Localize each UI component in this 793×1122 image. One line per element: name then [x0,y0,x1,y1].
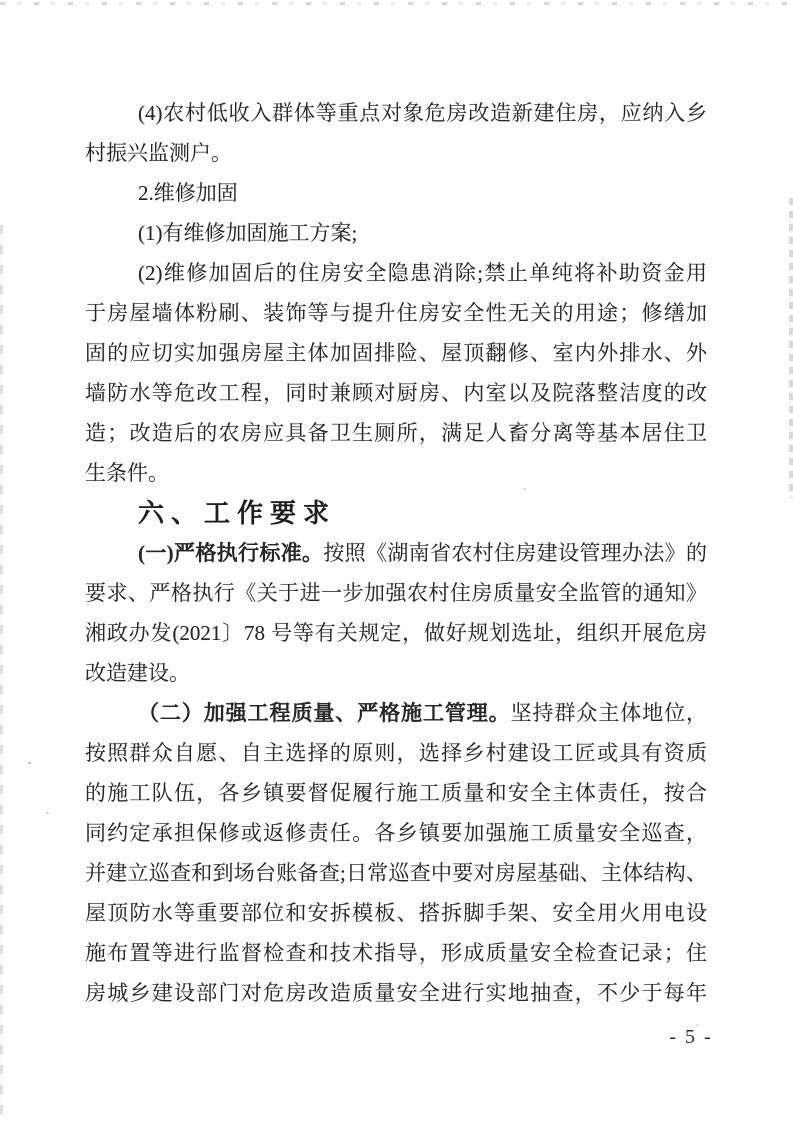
paragraph-line: 要求、严格执行《关于进一步加强农村住房质量安全监管的通知》 [85,581,707,605]
scan-artifact-top-edge [0,2,793,5]
scan-speckle [28,762,31,764]
paragraph-line [85,533,707,573]
paragraph-line: (1)有维修加固施工方案; [138,221,358,245]
paragraph-line: 按照群众自愿、自主选择的原则，选择乡村建设工匠或具有资质 [85,741,707,765]
line-emphasis: (一)严格执行标准。 [138,541,324,565]
paragraph-line: 湘政办发(2021〕78 号等有关规定，做好规划选址，组织开展危房 [85,621,707,645]
paragraph-line: (4)农村低收入群体等重点对象危房改造新建住房，应纳入乡 [138,101,707,125]
paragraph-line: 固的应切实加强房屋主体加固排险、屋顶翻修、室内外排水、外 [85,341,707,365]
paragraph-line: 施布置等进行监督检查和技术指导，形成质量安全检查记录；住 [85,941,707,965]
paragraph-line: 于房屋墙体粉刷、装饰等与提升住房安全性无关的用途；修缮加 [85,301,707,325]
scan-artifact-left-edge [0,225,3,1115]
paragraph-line: 屋顶防水等重要部位和安拆模板、搭拆脚手架、安全用火用电设 [85,901,707,925]
page-number: - 5 - [669,1026,713,1048]
paragraph-line: 村振兴监测户。 [85,141,232,165]
line-emphasis: （二）加强工程质量、严格施工管理。 [138,701,511,725]
paragraph-line: 房城乡建设部门对危房改造质量安全进行实地抽查，不少于每年 [85,981,707,1005]
paragraph-line: 墙防水等危改工程，同时兼顾对厨房、内室以及院落整洁度的改 [85,381,707,405]
paragraph-line: (2)维修加固后的住房安全隐患消除;禁止单纯将补助资金用 [138,261,707,285]
paragraph-line: 并建立巡查和到场台账备查;日常巡查中要对房屋基础、主体结构、 [85,861,707,885]
line-text: 按照《湖南省农村住房建设管理办法》的 [323,541,707,565]
line-text: 坚持群众主体地位， [510,701,707,725]
document-body [85,93,707,1013]
paragraph-line: 同约定承担保修或返修责任。各乡镇要加强施工质量安全巡查， [85,821,707,845]
section-heading: 六、工作要求 [138,498,337,528]
paragraph-line [85,693,707,733]
paragraph-line: 2.维修加固 [138,181,238,205]
paragraph-line: 改造建设。 [85,661,190,685]
paragraph-line: 的施工队伍，各乡镇要督促履行施工质量和安全主体责任，按合 [85,781,707,805]
paragraph-line: 造；改造后的农房应具备卫生厕所，满足人畜分离等基本居住卫 [85,421,707,445]
scan-speckle [46,812,49,814]
scan-artifact-right-edge [789,198,793,498]
paragraph-line: 生条件。 [85,461,169,485]
